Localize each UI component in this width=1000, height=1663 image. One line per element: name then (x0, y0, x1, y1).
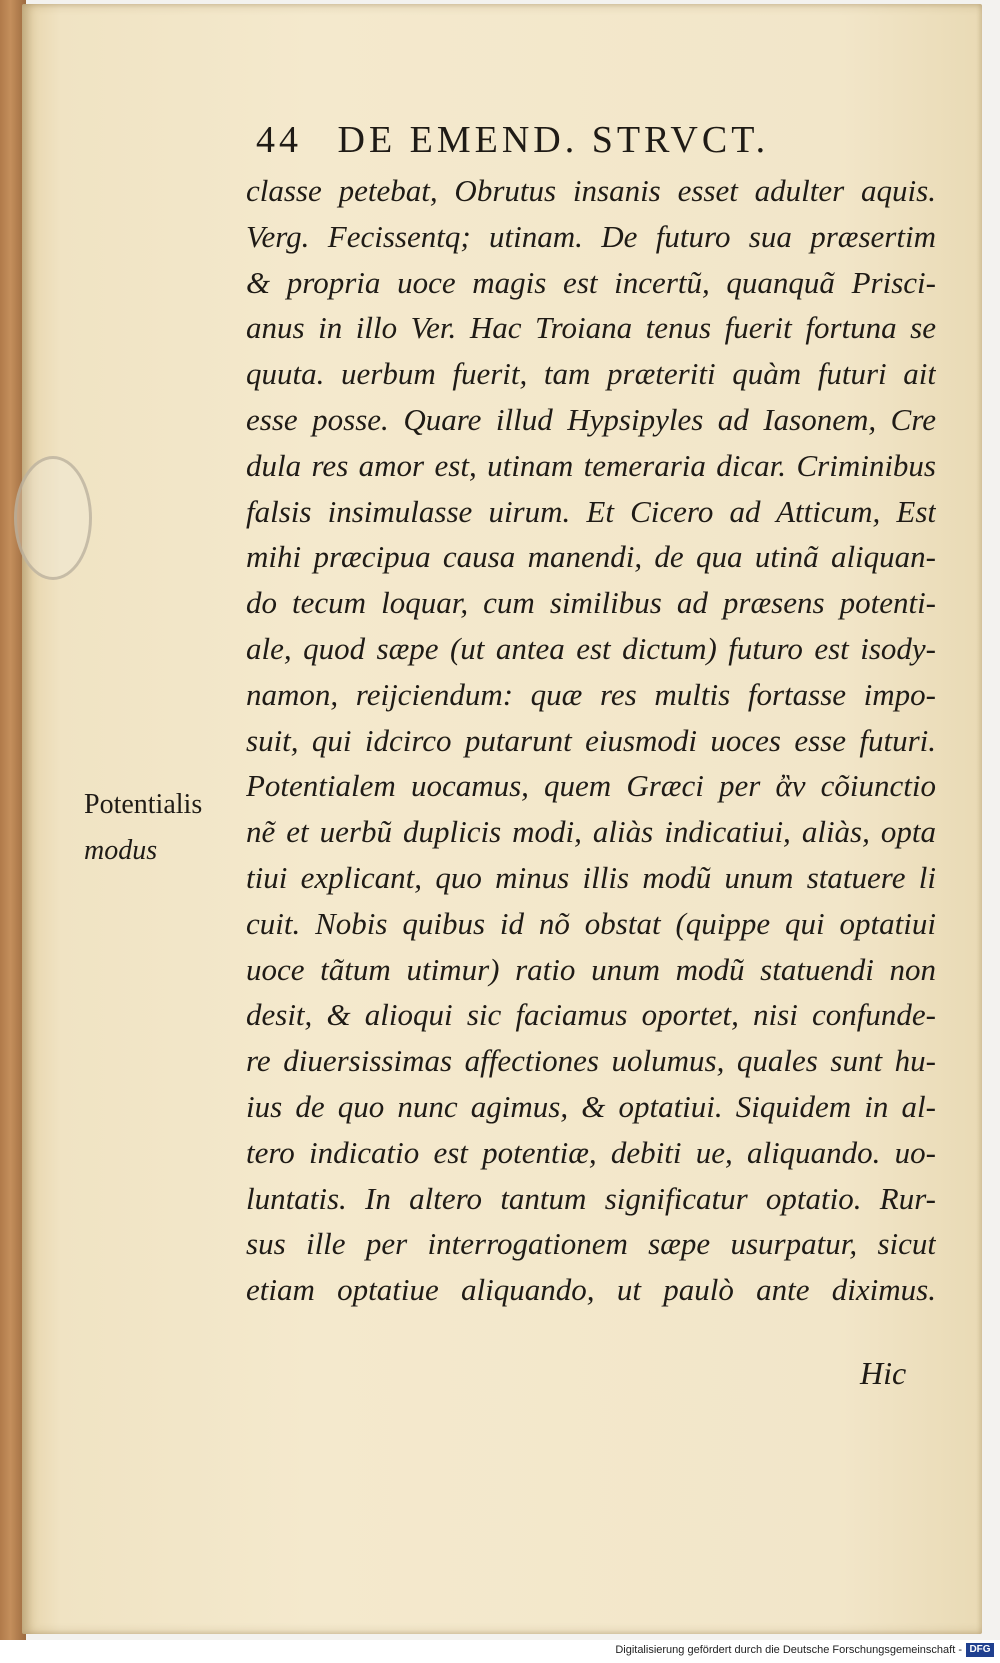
text-line: etiam optatiue aliquando, ut paulò ante diximus. (246, 1272, 936, 1308)
page-clip (14, 456, 92, 580)
body-text (246, 168, 936, 1313)
text-line: namon, reijciendum: quæ res multis fortasse impo- (246, 676, 936, 712)
running-title: DE EMEND. STRVCT. (337, 119, 770, 161)
text-line: Verg. Fecissentq; utinam. De futuro sua præsertim (246, 218, 936, 254)
text-line: tiui explicant, quo minus illis modũ unum statuere li (246, 859, 936, 895)
text-line: tero indicatio est potentiæ, debiti ue, aliquando. uo- (246, 1134, 936, 1170)
text-line: suit, qui idcirco putarunt eiusmodi uoces esse futuri. (246, 722, 936, 758)
text-line: ale, quod sæpe (ut antea est dictum) futuro est isody- (246, 630, 936, 666)
text-line: re diuersissimas affectiones uolumus, quales sunt hu- (246, 1043, 936, 1079)
text-line: dula res amor est, utinam temeraria dicar. Criminibus (246, 447, 936, 483)
margin-note-line: Potentialis (84, 789, 203, 820)
text-line: quuta. uerbum fuerit, tam præteriti quàm futuri ait (246, 356, 936, 392)
text-line: esse posse. Quare illud Hypsipyles ad Iasonem, Cre (246, 401, 936, 437)
catchword: Hic (860, 1355, 907, 1391)
text-line: falsis insimulasse uirum. Et Cicero ad Atticum, Est (246, 493, 936, 529)
margin-note-line: modus (84, 835, 158, 866)
text-line: mihi præcipua causa manendi, de qua utinã aliquan- (246, 539, 936, 575)
text-line: ius de quo nunc agimus, & optatiui. Siquidem in al- (246, 1088, 936, 1124)
text-line: & propria uoce magis est incertũ, quanquã Prisci- (246, 264, 936, 300)
text-line: nẽ et uerbũ duplicis modi, aliàs indicatiui, aliàs, opta (246, 814, 936, 850)
text-line: anus in illo Ver. Hac Troiana tenus fuerit fortuna se (246, 310, 936, 346)
text-line: sus ille per interrogationem sæpe usurpatur, sicut (246, 1226, 936, 1262)
text-line: uoce tãtum utimur) ratio unum modũ statuendi non (246, 951, 936, 987)
text-line: luntatis. In altero tantum significatur optatio. Rur- (246, 1180, 936, 1216)
running-head (256, 118, 769, 162)
funding-credit: Digitalisierung gefördert durch die Deutsche Forschungsgemeinschaft - (615, 1644, 962, 1656)
text-line: classe petebat, Obrutus insanis esset adulter aquis. (246, 173, 936, 208)
text-line: cuit. Nobis quibus id nõ obstat (quippe qui optatiui (246, 905, 936, 941)
text-line: Potentialem uocamus, quem Græci per ἂν cõiunctio (246, 768, 936, 804)
page-number: 44 (256, 119, 302, 161)
dfg-logo-icon: DFG (966, 1643, 994, 1657)
text-line: do tecum loquar, cum similibus ad præsens potenti- (246, 585, 936, 621)
text-line: desit, & alioqui sic faciamus oportet, nisi confunde- (246, 997, 936, 1033)
footer-bar (0, 1640, 1000, 1663)
margin-note (84, 782, 202, 874)
